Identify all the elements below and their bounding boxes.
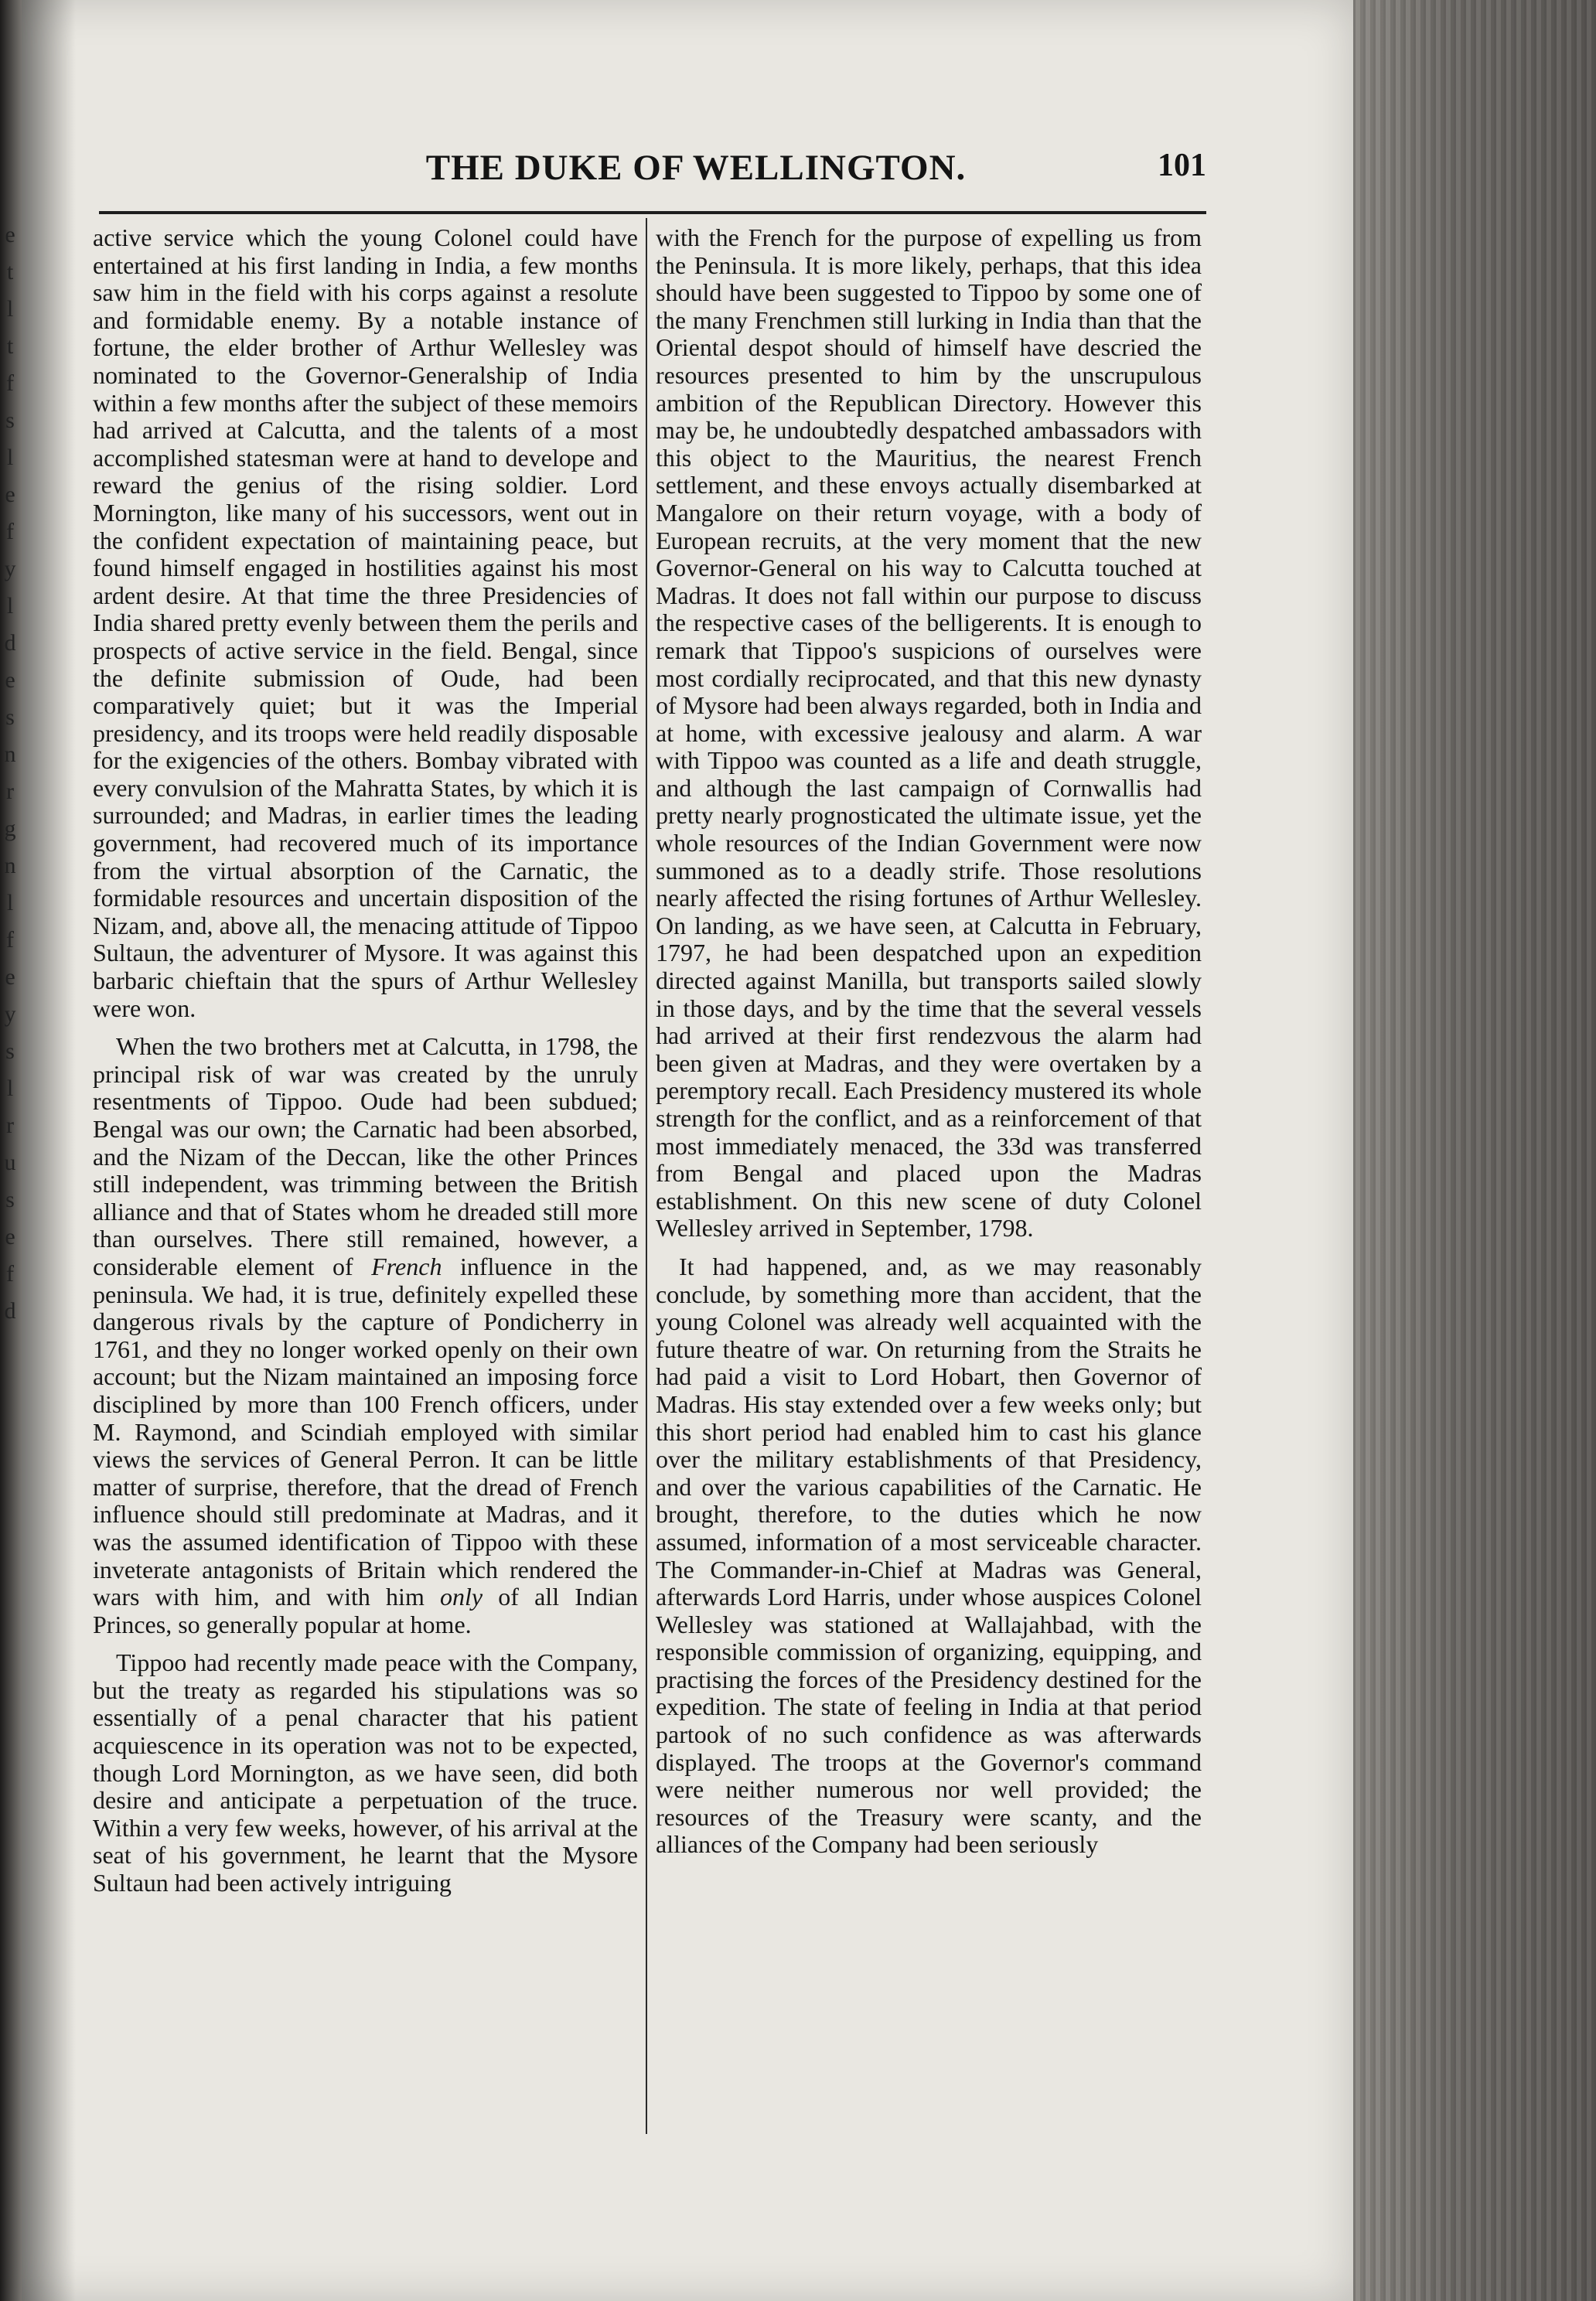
running-header bbox=[93, 147, 1206, 201]
italic-text: French bbox=[371, 1252, 442, 1280]
book-edge bbox=[1353, 0, 1596, 2301]
facing-page-margin-text: e t l t f s l e f y l d e s n r g n l f e y s l r u s e f d bbox=[4, 222, 16, 1324]
previous-page-edge bbox=[0, 0, 22, 2301]
header-rule bbox=[99, 211, 1206, 214]
paragraph: with the French for the purpose of expelling us from the Peninsula. It is more likely, perhaps, that this idea should have been suggested to Tippoo by some one of the many Frenchmen still lurking in India than that the Oriental despot should of himself have descried the resources presented to him by the unscrupulous ambition of the Republican Directory. However this may be, he undoubtedly despatched ambassadors with this object to the Mauritius, the nearest French settlement, and these envoys actually disembarked at Mangalore on their return voyage, with a body of European recruits, at the very moment that the new Governor-General on his way to Calcutta touched at Madras. It does not fall within our purpose to discuss the respective cases of the belligerents. It is enough to remark that Tippoo's suspicions of ourselves were most cordially reciprocated, and that this new dynasty of Mysore had been always regarded, both in India and at home, with excessive jealousy and alarm. A war with Tippoo was counted as a life and death struggle, and although the last campaign of Cornwallis had pretty nearly prognosticated the ultimate issue, yet the whole resources of the Indian Government were now summoned as to a deadly strife. Those resolutions nearly affected the rising fortunes of Arthur Wellesley. On landing, as we have seen, at Calcutta in February, 1797, he had been despatched upon an expedition directed against Manilla, but transports sailed slowly in those days, and by the time that the several vessels had arrived at their first rendezvous the alarm had been given at Madras, and they were overtaken by a peremptory recall. Each Presidency mustered its whole strength for the conflict, and as a reinforcement of that most immediately menaced, the 33d was transferred from Bengal and placed upon the Madras establishment. On this new scene of duty Colonel Wellesley arrived in September, 1798. bbox=[656, 223, 1202, 1243]
paragraph-text: When the two brothers met at Calcutta, in 1798, the principal risk of war was created by the unruly resentments of Tippoo. Oude had been subdued; Bengal was our own; the Carnatic had been absorbed, and the Nizam of the Deccan, like the other Princes still independent, was trimming between the British alliance and that of States whom he dreaded still more than ourselves. There still remained, however, a considerable element of bbox=[93, 1032, 638, 1280]
gutter-shadow bbox=[22, 0, 76, 2301]
right-column bbox=[656, 224, 1202, 1859]
column-divider bbox=[646, 218, 647, 2134]
left-column bbox=[93, 224, 638, 1897]
paragraph: It had happened, and, as we may reasonably conclude, by something more than accident, that the young Colonel was already well acquainted with the future theatre of war. On returning from the Straits he had paid a visit to Lord Hobart, then Governor of Madras. His stay extended over a few weeks only; but this short period had enabled him to cast his glance over the military establishments of that Presidency, and over the various capabilities of the Carnatic. He brought, therefore, to the duties which he now assumed, information of a most serviceable character. The Commander-in-Chief at Madras was General, afterwards Lord Harris, under whose auspices Colonel Wellesley was stationed at Wallajahbad, with the responsible commission of organizing, equipping, and practising the forces of the Presidency destined for the expedition. The state of feeling in India at that period partook of no such confidence as was afterwards displayed. The troops at the Governor's command were neither numerous nor well provided; the resources of the Treasury were scanty, and the alliances of the Company had been seriously bbox=[656, 1252, 1202, 1859]
running-title: THE DUKE OF WELLINGTON. bbox=[425, 148, 967, 188]
italic-text: only bbox=[440, 1583, 483, 1611]
paragraph bbox=[93, 1033, 638, 1638]
page-number: 101 bbox=[1158, 148, 1206, 183]
paragraph: Tippoo had recently made peace with the Company, but the treaty as regarded his stipulations was so essentially of a penal character that his patient acquiescence in its operation was not to be expected, though Lord Mornington, as we have seen, did both desire and anticipate a perpetuation of the truce. Within a very few weeks, however, of his arrival at the seat of his government, he learnt that the Mysore Sultaun had been actively intriguing bbox=[93, 1648, 638, 1897]
paragraph-text: influence in the peninsula. We had, it is true, definitely expelled these dangerous rivals by the capture of Pondicherry in 1761, and they no longer worked openly on their own account; but the Nizam maintained an imposing force disciplined by more than 100 French officers, under M. Raymond, and Scindiah employed with similar views the services of General Perron. It can be little matter of surprise, therefore, that the dread of French influence should still predominate at Madras, and it was the assumed identification of Tippoo with these inveterate antagonists of Britain which rendered the wars with him, and with him bbox=[93, 1252, 639, 1611]
paragraph-text: of all Indian Princes, so generally popular at home. bbox=[93, 1583, 638, 1638]
paragraph: active service which the young Colonel could have entertained at his first landing in India, a few months saw him in the field with his corps against a resolute and formidable enemy. By a notable instance of fortune, the elder brother of Arthur Wellesley was nominated to the Governor-Generalship of India within a few months after the subject of these memoirs had arrived at Calcutta, and the talents of a most accomplished statesman were at hand to develope and reward the genius of the rising soldier. Lord Mornington, like many of his successors, went out in the confident expectation of maintaining peace, but found himself engaged in hostilities against his most ardent desire. At that time the three Presidencies of India shared pretty evenly between them the perils and prospects of active service in the field. Bengal, since the definite submission of Oude, had been comparatively quiet; but it was the Imperial presidency, and its troops were held readily disposable for the exigencies of the others. Bombay vibrated with every convulsion of the Mahratta States, by which it is surrounded; and Madras, in earlier times the leading government, had recovered much of its importance from the virtual absorption of the Carnatic, the formidable resources and uncertain disposition of the Nizam, and, above all, the menacing attitude of Tippoo Sultaun, the adventurer of Mysore. It was against this barbaric chieftain that the spurs of Arthur Wellesley were won. bbox=[93, 223, 638, 1022]
